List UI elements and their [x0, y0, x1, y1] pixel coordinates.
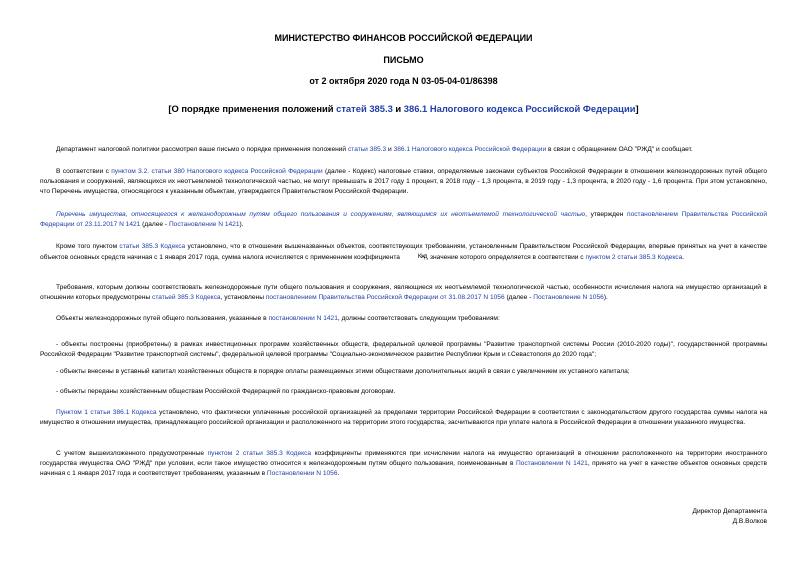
link-article-386-1-p1[interactable]: Пунктом 1 статьи 386.1 Кодекса — [56, 409, 157, 416]
link-resolution-1421-b[interactable]: постановлении N 1421 — [268, 315, 338, 322]
link-resolution-1421-c[interactable]: Постановлении N 1421 — [515, 460, 588, 468]
p5-text-2: , установлены — [220, 294, 266, 302]
p4-text-4: . — [682, 254, 685, 262]
link-resolution-1056-b[interactable]: Постановлении N 1056 — [266, 470, 338, 478]
paragraph-10 — [40, 408, 767, 428]
p2-text-1: В соответствии с — [56, 168, 112, 175]
link-article-385-3-code[interactable]: статьи 385.3 Кодекса — [119, 243, 186, 250]
p11-text-1: С учетом вышеизложенного предусмотренные — [56, 450, 208, 457]
signature-block — [692, 507, 767, 527]
p4-text-2: установлено, что в отношении вышеназванных объектов, соответствующих требованиям, установленным Правительством Российской Федерации, впервые принятых на учет в качестве объектов основных средств начиная с 1 января 2017 года, сумма налога исчисляется с применением коэффициента — [40, 243, 767, 262]
link-resolution-1421[interactable]: постановлением Правительства Российской Федерации от 23.11.2017 N 1421 — [40, 211, 768, 229]
p4-text-1: Кроме того пунктом — [56, 243, 120, 250]
coefficient-symbol: Kжд — [417, 254, 427, 261]
p5-text-1: Требования, которым должны соответствовать железнодорожные пути общего пользования и сооружения, являющиеся их неотъемлемой технологической частью, особенности исчисления налога на имущество организаций в отношении которых предусмотрены — [40, 284, 767, 302]
link-resolution-1056-short[interactable]: Постановление N 1056 — [533, 294, 604, 302]
p1-text-3: в связи с обращением ОАО "РЖД" и сообщает. — [546, 146, 693, 153]
subject-link-385-3[interactable]: статей 385.3 — [336, 103, 393, 114]
p5-text-4: ). — [603, 294, 608, 302]
ministry-heading: МИНИСТЕРСТВО ФИНАНСОВ РОССИЙСКОЙ ФЕДЕРАЦИИ — [274, 33, 533, 43]
subject-close: ] — [635, 103, 639, 114]
paragraph-11 — [40, 449, 767, 480]
p1-text-2: и — [386, 146, 394, 153]
paragraph-2 — [40, 167, 767, 198]
p4-text-3: , значение которого определяется в соответствии с — [426, 254, 586, 262]
document-subject — [0, 103, 807, 115]
p6-text-1: Объекты железнодорожных путей общего пользования, указанные в — [56, 315, 269, 322]
signature-name: Д.В.Волков — [732, 518, 767, 525]
link-resolution-1056[interactable]: постановлением Правительства Российской Федерации от 31.08.2017 N 1056 — [265, 294, 505, 302]
subject-and: и — [392, 103, 404, 114]
p3-text-3: ). — [239, 221, 244, 229]
paragraph-7: - объекты построены (приобретены) в рамках инвестиционных программ хозяйственных обществ, федеральной целевой программы "Развитие транспортной системы России (2010-2020 годы)", государственной программы Российской Федерации "Развитие транспортной системы", федеральной целевой программы "Социально-экономическое развитие Республики Крым и г.Севастополя до 2020 года"; — [40, 341, 767, 359]
paragraph-3 — [40, 210, 767, 230]
document-date-number: от 2 октября 2020 года N 03-05-04-01/86398 — [309, 76, 498, 86]
paragraph-6 — [40, 314, 767, 324]
document-type: ПИСЬМО — [383, 55, 424, 65]
p3-text-2: (далее - — [140, 221, 169, 229]
p1-text-1: Департамент налоговой политики рассмотрел ваше письмо о порядке применения положений — [56, 146, 348, 153]
paragraph-4 — [40, 242, 767, 263]
p11-text-4: . — [337, 470, 340, 478]
p5-text-3: (далее - — [504, 294, 534, 302]
link-property-list[interactable]: Перечень имущества, относящегося к железнодорожным путям общего пользования и сооружениям, являющимся их неотъемлемой технологической частью — [56, 211, 586, 218]
p2-text-2: (далее - Кодекс) налоговые ставки, определяемые законами субъектов Российской Федерации в отношении железнодорожных путей общего пользования и сооружений, являющихся их неотъемлемой технологической частью, не могут превышать в 2017 году 1 процент, в 2018 году - 1,3 процента, в 2019 году - 1,3 процента, в 2020 году - 1,6 процента. При этом установлено, что Перечень имущества, относящегося к указанным объектам, утверждается Правительством Российской Федерации. — [40, 168, 767, 196]
paragraph-5 — [40, 283, 767, 303]
paragraph-9: - объекты переданы хозяйственным обществам Российской Федерацией по гражданско-правовым договорам. — [56, 388, 396, 395]
p11-text-3: , принято на учет в качестве объектов основных средств начиная с 1 января 2017 года и соответствует требованиям, указанным в — [40, 460, 767, 478]
link-article-385-3-p2-b[interactable]: пунктом 2 статьи 385.3 Кодекса — [207, 450, 312, 457]
subject-link-386-1[interactable]: 386.1 Налогового кодекса Российской Федерации — [403, 103, 636, 114]
link-article-385-3-code-2[interactable]: статьей 385.3 Кодекса — [152, 294, 221, 302]
subject-open: [О порядке применения положений — [168, 103, 337, 114]
paragraph-8: - объекты внесены в уставный капитал хозяйственных обществ в порядке оплаты размещаемых этими обществами дополнительных акций в связи с увеличением их уставного капитала; — [56, 368, 630, 375]
link-article-385-3-p2[interactable]: пунктом 2 статьи 385.3 Кодекса — [585, 254, 683, 262]
paragraph-1 — [40, 145, 767, 155]
link-resolution-1421-short[interactable]: Постановление N 1421 — [168, 221, 240, 229]
signature-title: Директор Департамента — [692, 508, 767, 515]
p3-text-1: , утвержден — [585, 211, 628, 218]
link-article-380-p3-2[interactable]: пунктом 3.2. статьи 380 Налогового кодекса Российской Федерации — [111, 168, 323, 175]
p6-text-2: , должны соответствовать следующим требованиям: — [337, 315, 500, 322]
p10-text-1: установлено, что фактически уплаченные российской организацией за пределами территории Российской Федерации в соответствии с законодательством другого государства суммы налога на имущество в отношении имущества, принадлежащего российской организации и расположенного на территории этого государства, засчитываются при уплате налога в Российской Федерации в отношении указанного имущества. — [40, 409, 767, 427]
link-article-386-1[interactable]: 386.1 Налогового кодекса Российской Федерации — [393, 146, 547, 153]
p11-text-2: коэффициенты применяются при исчислении налога на имущество организаций в отношении расположенного на территории иностранного государства имущества ОАО "РЖД" при условии, если такое имущество относится к железнодорожным путям общего пользования, поименованным в — [40, 450, 767, 468]
link-article-385-3[interactable]: статьи 385.3 — [347, 146, 387, 153]
